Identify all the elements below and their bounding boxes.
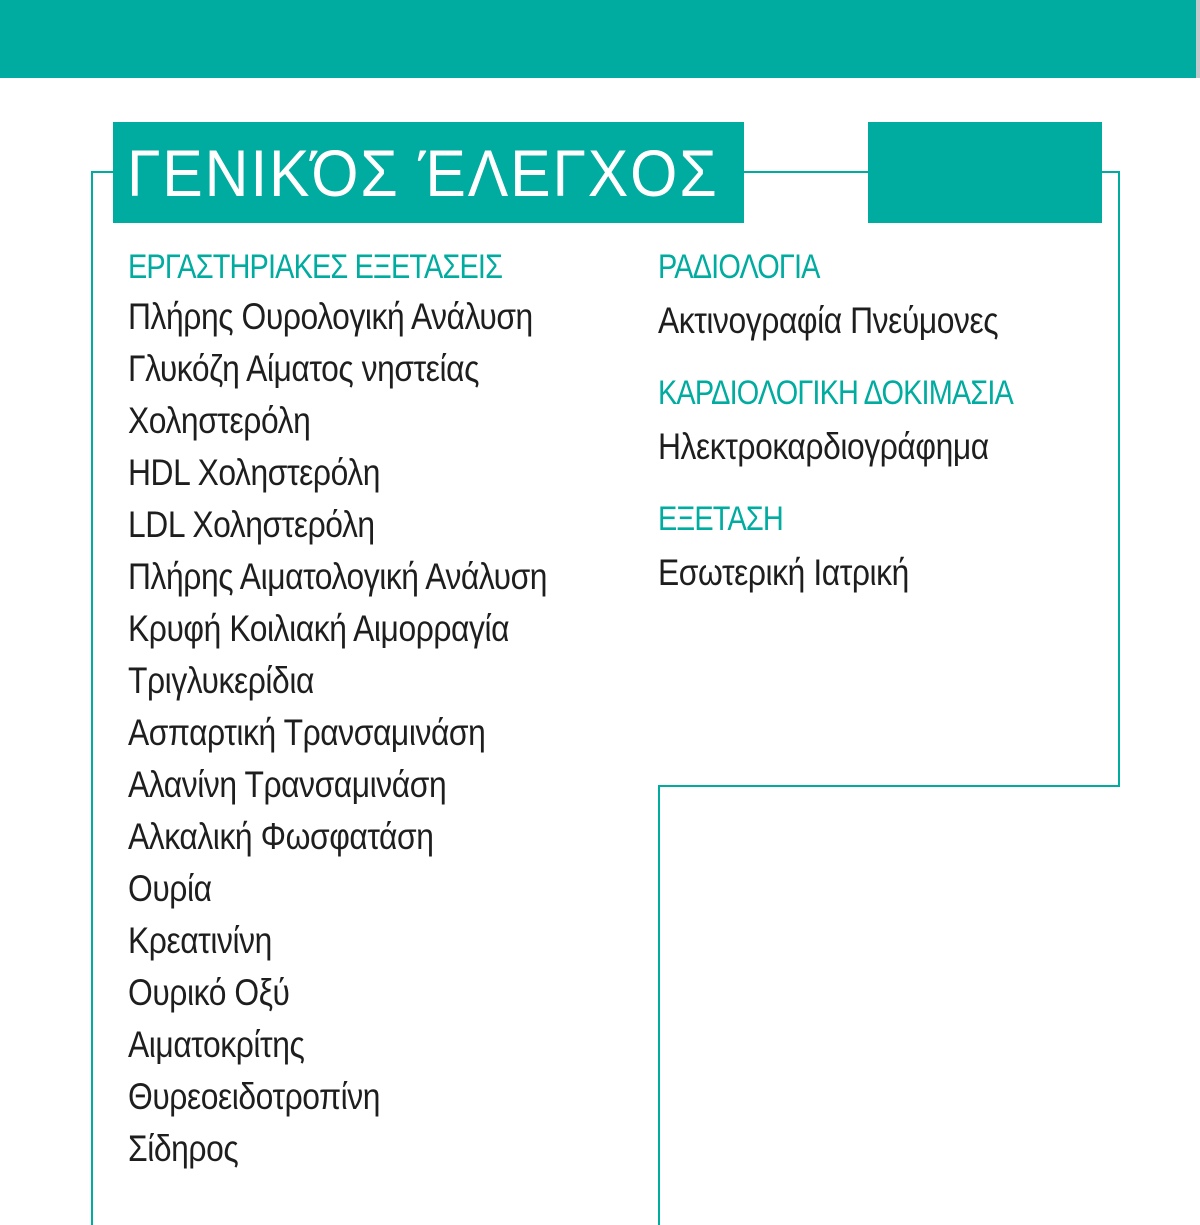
lab-tests-list	[128, 291, 628, 1175]
title-box	[113, 122, 744, 223]
frame-line-top-mid	[742, 171, 870, 173]
radiology-section	[658, 243, 1178, 347]
top-banner-bar	[0, 0, 1200, 78]
lab-tests-column	[128, 243, 628, 1175]
lab-test-item: Ουρικό Οξύ	[128, 972, 290, 1013]
lab-test-item: Κρεατινίνη	[128, 920, 272, 961]
frame-line-inner	[658, 785, 660, 1225]
lab-test-item: LDL Χοληστερόλη	[128, 504, 375, 545]
examination-item: Εσωτερική Ιατρική	[658, 552, 909, 593]
lab-tests-heading: ΕΡΓΑΣΤΗΡΙΑΚΕΣ ΕΞΕΤΑΣΕΙΣ	[128, 248, 503, 286]
frame-line-step	[658, 785, 1120, 787]
lab-test-item: Ουρία	[128, 868, 212, 909]
lab-test-item: Τριγλυκερίδια	[128, 660, 314, 701]
cardiology-heading: ΚΑΡΔΙΟΛΟΓΙΚΗ ΔΟΚΙΜΑΣΙΑ	[658, 374, 1013, 412]
radiology-heading: ΡΑΔΙΟΛΟΓΙΑ	[658, 248, 820, 286]
title-decorative-box	[868, 122, 1102, 223]
lab-test-item: Θυρεοειδοτροπίνη	[128, 1076, 381, 1117]
radiology-item: Ακτινογραφία Πνεύμονες	[658, 300, 999, 341]
frame-line-left	[91, 171, 93, 1225]
other-exams-column	[658, 243, 1178, 621]
lab-test-item: Πλήρης Αιματολογική Ανάλυση	[128, 556, 548, 597]
frame-line-top-right	[1100, 171, 1120, 173]
examination-heading: ΕΞΕΤΑΣΗ	[658, 500, 783, 538]
lab-test-item: Σίδηρος	[128, 1128, 239, 1169]
lab-test-item: Γλυκόζη Αίματος νηστείας	[128, 348, 480, 389]
lab-test-item: Πλήρης Ουρολογική Ανάλυση	[128, 296, 533, 337]
cardiology-item: Ηλεκτροκαρδιογράφημα	[658, 426, 989, 467]
lab-test-item: Χοληστερόλη	[128, 400, 311, 441]
lab-test-item: Αλκαλική Φωσφατάση	[128, 816, 434, 857]
lab-test-item: Αιματοκρίτης	[128, 1024, 305, 1065]
lab-test-item: Αλανίνη Τρανσαμινάση	[128, 764, 447, 805]
examination-section	[658, 495, 1178, 599]
lab-test-item: Ασπαρτική Τρανσαμινάση	[128, 712, 486, 753]
lab-test-item: HDL Χοληστερόλη	[128, 452, 380, 493]
cardiology-section	[658, 369, 1178, 473]
lab-test-item: Κρυφή Κοιλιακή Αιμορραγία	[128, 608, 510, 649]
frame-line-top-left	[91, 171, 115, 173]
page-title: ΓΕΝΙΚΌΣ ΈΛΕΓΧΟΣ	[127, 135, 719, 210]
